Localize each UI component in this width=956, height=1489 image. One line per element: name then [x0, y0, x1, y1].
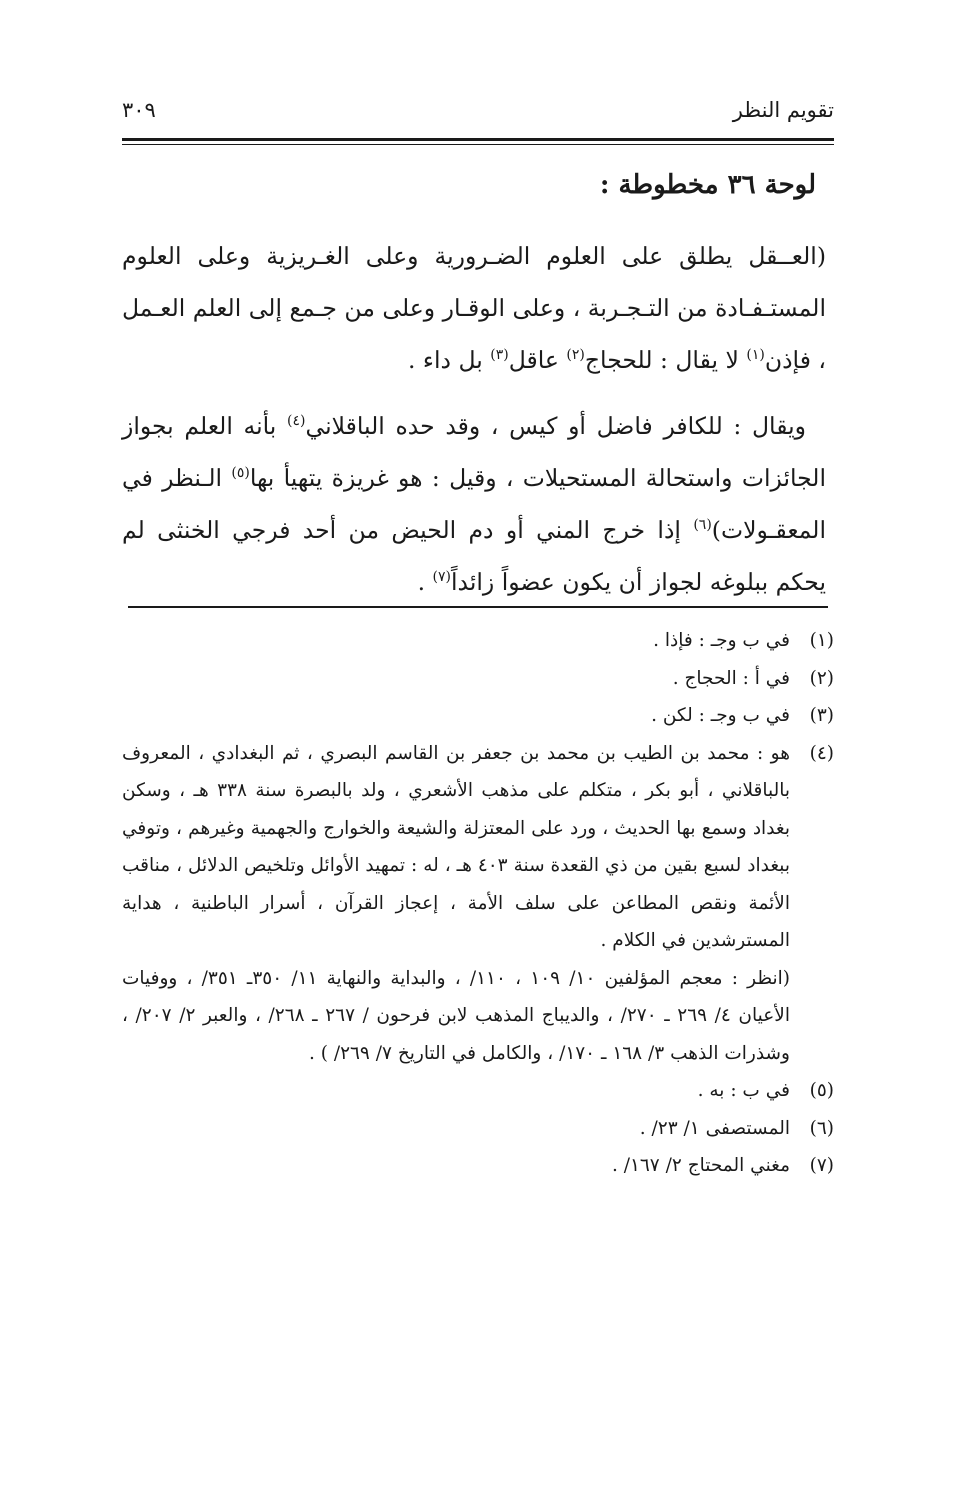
footnote-ref-4: (٤) — [287, 413, 306, 430]
page-number: ٣٠٩ — [122, 98, 156, 122]
footnotes — [122, 622, 834, 1185]
footnote-text: (انظر : معجم المؤلفين ١٠/ ١٠٩ ، ١١٠/ ، والبداية والنهاية ١١/ ٣٥٠ـ ٣٥١/ ، ووفيات الأعيان ٤/ ٢٦٩ ـ ٢٧٠/ ، والديباج المذهب لابن فرحون / ٢٦٧ ـ ٢٦٨/ ، والعبر ٢/ ٢٠٧/ ، وشذرات الذهب ٣/ ١٦٨ ـ ١٧٠/ ، والكامل في التاريخ ٧/ ٢٦٩/ ) . — [122, 967, 791, 1064]
footnote-ref-1: (١) — [746, 347, 765, 364]
paragraph-1-text-d: بل داء . — [407, 346, 491, 374]
paragraph-1-text-b: لا يقال : للحجاج — [584, 346, 747, 374]
footnote-number: (٣) — [809, 705, 834, 726]
running-header — [122, 98, 834, 138]
header-rule-thick — [122, 138, 834, 141]
footnote-text: في ب وجـ : فإذا . — [653, 630, 790, 651]
paragraph-2-text-e: . — [417, 568, 433, 596]
header-title: تقويم النظر — [732, 98, 834, 122]
paragraph-2-text-a: ويقال : للكافر فاضل أو كيس ، وقد حده الباقلاني — [305, 412, 806, 440]
footnote-7 — [122, 1147, 834, 1185]
footnote-number: (٦) — [809, 1117, 834, 1139]
footnote-text: في ب وجـ : لكن . — [651, 705, 790, 726]
footnote-number: (١) — [809, 630, 834, 651]
main-text — [122, 230, 826, 608]
paragraph-2-text-c: الـنظر في المعقـولات) — [122, 464, 826, 544]
footnote-text: في ب : به . — [697, 1080, 790, 1101]
footnote-6 — [122, 1110, 834, 1148]
footnote-5 — [122, 1072, 834, 1110]
footnote-number: (٥) — [809, 1080, 834, 1101]
footnote-1 — [122, 622, 834, 660]
footnote-ref-5: (٥) — [231, 465, 250, 482]
paragraph-1 — [122, 230, 826, 386]
paragraph-2 — [122, 400, 826, 608]
paragraph-1-text-a: (العــقل يطلق على العلوم الضـرورية وعلى الغـريزية وعلى العلوم المستـفـادة من التـجـربة ، وعلى الوقـار وعلى من جـمع إلى العلم العـمل ، فإذن — [122, 242, 826, 374]
footnote-number: (٤) — [809, 742, 834, 764]
footnote-text: هو : محمد بن الطيب بن محمد بن جعفر بن القاسم البصري ، ثم البغدادي ، المعروف بالباقلاني ، أبو بكر ، متكلم على مذهب الأشعري ، ولد بالبصرة سنة ٣٣٨ هـ ، وسكن بغداد وسمع بها الحديث ، ورد على المعتزلة والشيعة والخوارج والجهمية وغيرهم ، وتوفي ببغداد لسبع بقين من ذي القعدة سنة ٤٠٣ هـ ، له : تمهيد الأوائل وتلخيص الدلائل ، مناقب الأئمة ونقص المطاعن على سلف الأمة ، إعجاز القرآن ، أسرار الباطنية ، هداية المسترشدين في الكلام . — [122, 742, 790, 951]
footnote-number: (٧) — [809, 1155, 834, 1176]
paragraph-2-text-b: بأنه العلم بجواز الجائزات واستحالة المستحيلات ، وقيل : هو غريزة يتهيأ بها — [122, 412, 826, 492]
footnote-ref-7: (٧) — [432, 569, 451, 586]
footnote-ref-6: (٦) — [693, 517, 712, 534]
footnote-text: في أ : الحجاج . — [672, 667, 790, 689]
footnote-text: مغني المحتاج ٢/ ١٦٧/ . — [611, 1155, 790, 1176]
footnote-number — [790, 960, 834, 1073]
footnote-ref-2: (٢) — [566, 347, 585, 364]
section-heading: لوحة ٣٦ مخطوطة : — [599, 170, 816, 200]
footnote-text: المستصفى ١/ ٢٣/ . — [639, 1117, 790, 1139]
footnote-2 — [122, 660, 834, 698]
footnote-4 — [122, 735, 834, 960]
paragraph-2-text-d: إذا خرج المني أو دم الحيض من أحد فرجي الخنثى لم يحكم ببلوغه لجواز أن يكون عضواً زائداً — [122, 516, 826, 596]
footnote-ref-3: (٣) — [490, 347, 509, 364]
paragraph-1-text-c: عاقل — [508, 346, 567, 374]
footnote-3 — [122, 697, 834, 735]
footnote-4-sources — [122, 960, 834, 1073]
footnote-separator — [128, 606, 828, 608]
header-rule-thin — [122, 144, 834, 145]
footnote-number: (٢) — [809, 667, 834, 689]
